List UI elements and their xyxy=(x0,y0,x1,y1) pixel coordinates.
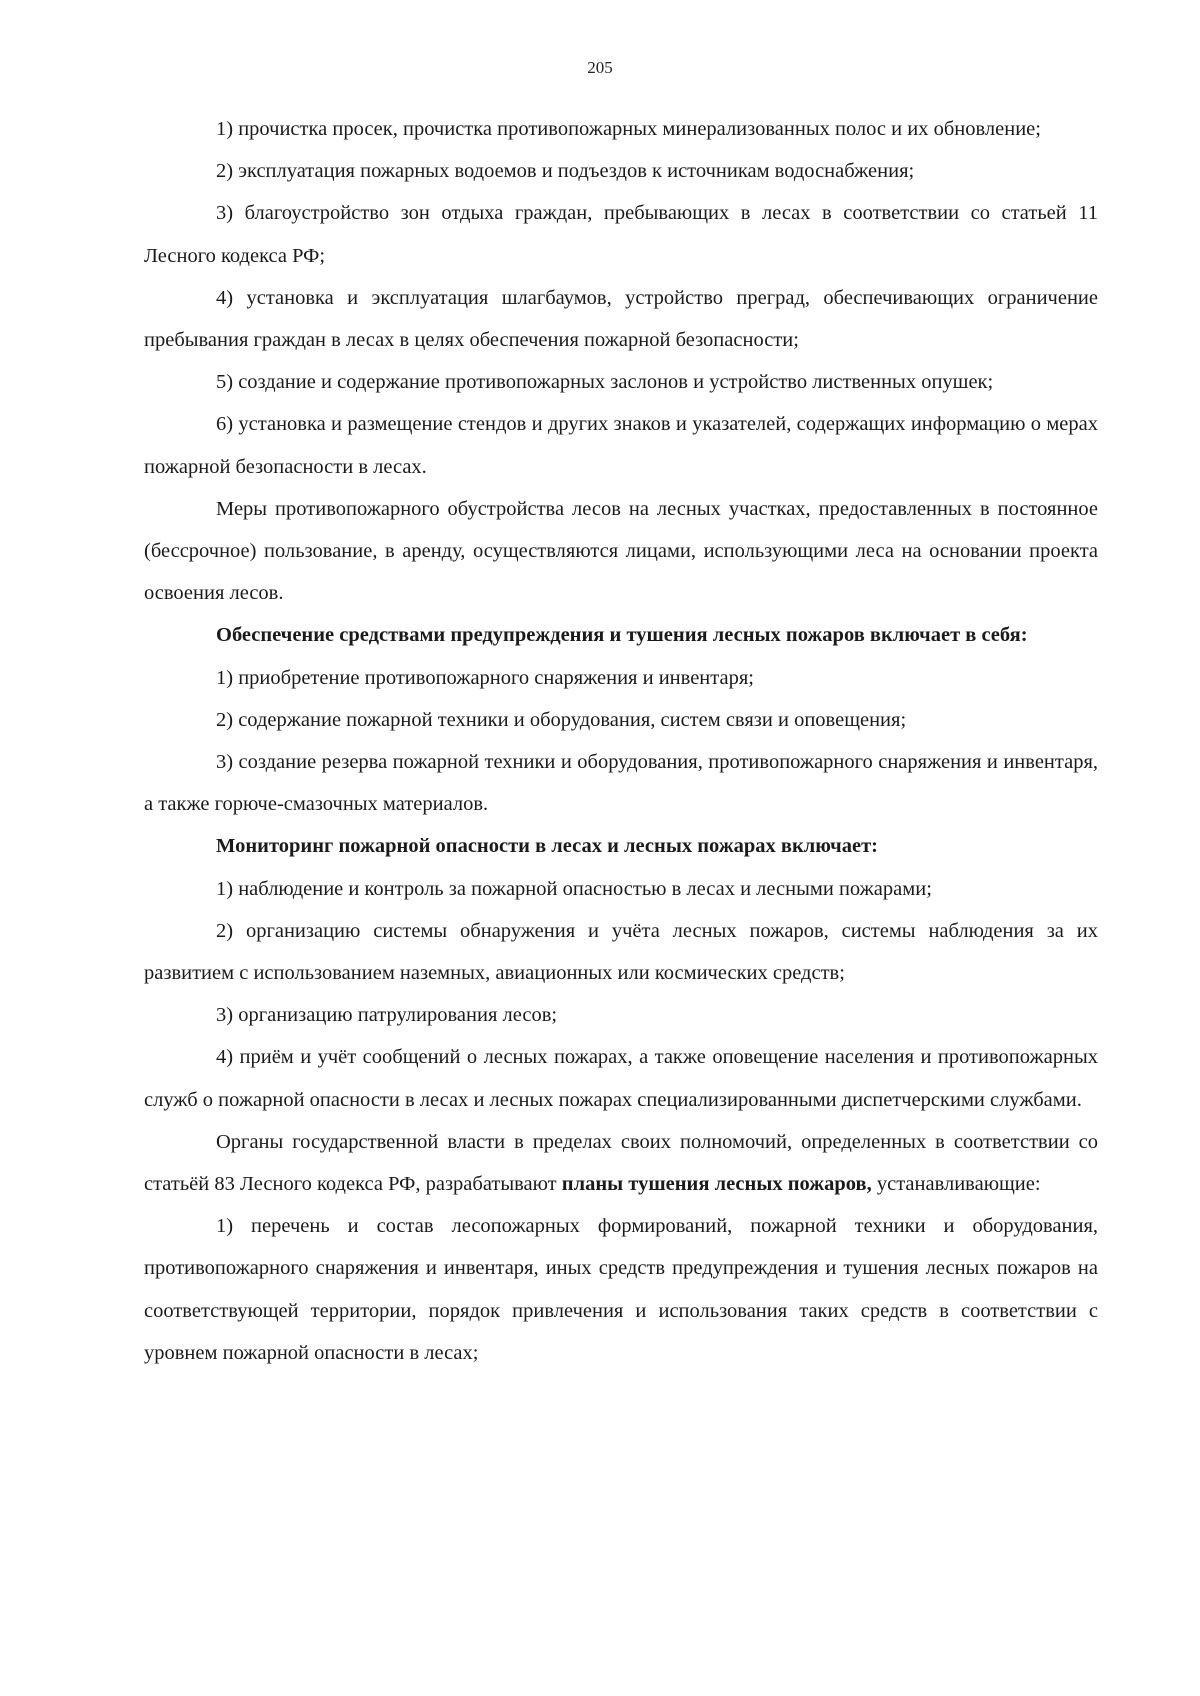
paragraph: 3) благоустройство зон отдыха граждан, пребывающих в лесах в соответствии со статьей 11 Лесного кодекса РФ; xyxy=(144,202,1098,267)
paragraph: Меры противопожарного обустройства лесов на лесных участках, предоставленных в постоянное (бессрочное) пользование, в аренду, осуществляются лицами, использующими леса на основании проекта освоения лесов. xyxy=(144,497,1098,605)
paragraph-mixed xyxy=(144,1121,1098,1205)
bold-heading-text: Мониторинг пожарной опасности в лесах и лесных пожарах включает: xyxy=(216,835,878,858)
paragraph: 1) перечень и состав лесопожарных формирований, пожарной техники и оборудования, противопожарного снаряжения и инвентаря, иных средств предупреждения и тушения лесных пожаров на соответствующей территории, порядок привлечения и использования таких средств в соответствии с уровнем пожарной опасности в лесах; xyxy=(144,1215,1098,1364)
paragraph: 4) установка и эксплуатация шлагбаумов, устройство преград, обеспечивающих ограничение пребывания граждан в лесах в целях обеспечения пожарной безопасности; xyxy=(144,286,1098,352)
paragraph: 1) прочистка просек, прочистка противопожарных минерализованных полос и их обновление; xyxy=(216,118,1041,140)
paragraph: 2) эксплуатация пожарных водоемов и подъездов к источникам водоснабжения; xyxy=(216,160,915,183)
paragraph: 2) организацию системы обнаружения и учёта лесных пожаров, системы наблюдения за их развитием с использованием наземных, авиационных или космических средств; xyxy=(144,919,1098,985)
bold-phrase: планы тушения лесных пожаров, xyxy=(561,1173,872,1196)
paragraph: 2) содержание пожарной техники и оборудования, систем связи и оповещения; xyxy=(216,708,907,731)
paragraph: 4) приём и учёт сообщений о лесных пожарах, а также оповещение населения и противопожарных служб о пожарной опасности в лесах и лесных пожарах специализированными диспетчерскими службами. xyxy=(144,1046,1098,1111)
paragraph-text: Органы государственной власти в пределах своих полномочий, определенных в соответствии со статьёй 83 Лесного кодекса РФ, разрабатывают xyxy=(144,1130,1098,1196)
page-number: 205 xyxy=(587,58,613,77)
paragraph: 1) наблюдение и контроль за пожарной опасностью в лесах и лесными пожарами; xyxy=(216,877,932,900)
paragraph: 3) организацию патрулирования лесов; xyxy=(216,1004,558,1027)
bold-heading-text: Обеспечение средствами предупреждения и тушения лесных пожаров включает в себя: xyxy=(216,624,1028,647)
paragraph: 6) установка и размещение стендов и других знаков и указателей, содержащих информацию о мерах пожарной безопасности в лесах. xyxy=(144,413,1098,478)
bold-heading xyxy=(144,614,1098,656)
paragraph: 5) создание и содержание противопожарных заслонов и устройство лиственных опушек; xyxy=(216,371,994,394)
paragraph: 1) приобретение противопожарного снаряжения и инвентаря; xyxy=(216,666,754,689)
paragraph-text: устанавливающие: xyxy=(871,1173,1041,1196)
paragraph: 3) создание резерва пожарной техники и оборудования, противопожарного снаряжения и инвентаря, а также горюче-смазочных материалов. xyxy=(144,751,1098,816)
page-body xyxy=(144,108,1098,1374)
bold-heading xyxy=(144,825,1098,867)
